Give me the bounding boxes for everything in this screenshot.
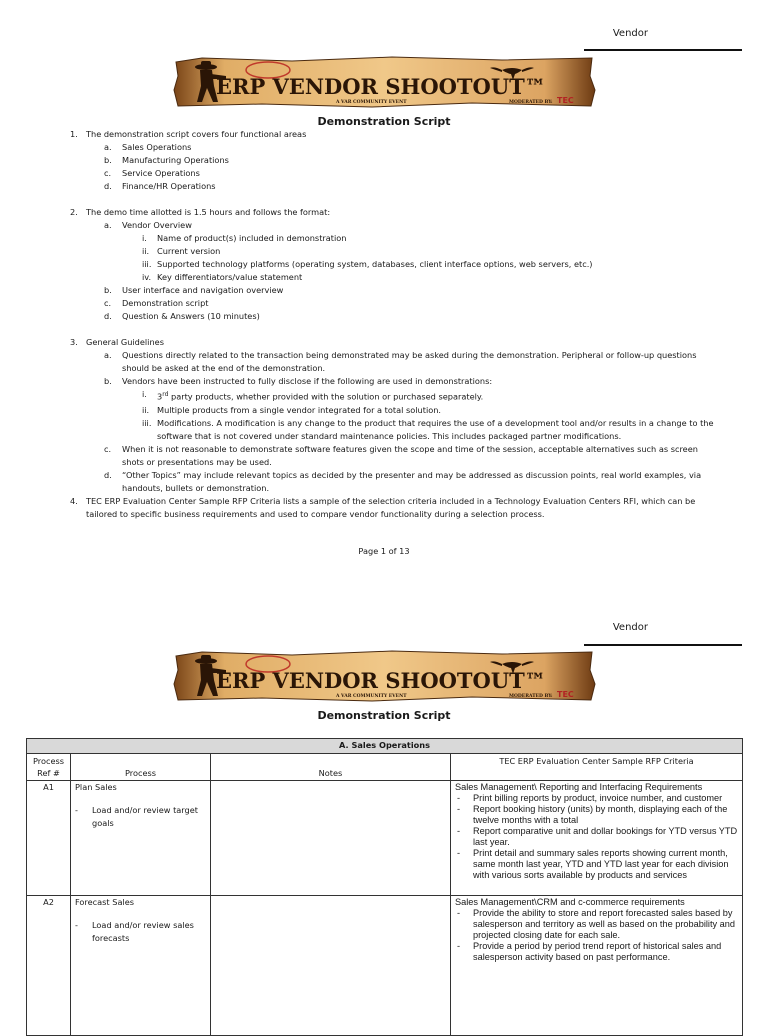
criteria-item: - Report comparative unit and dollar bookings for YTD versus YTD last year. — [455, 826, 738, 848]
outline-item: Service Operations — [122, 168, 200, 178]
outline-item: 3rd party products, whether provided with the solution or purchased separately. — [157, 391, 484, 402]
item-number: d. — [104, 311, 112, 321]
process-cell — [71, 781, 211, 896]
page-title: Demonstration Script — [317, 115, 451, 128]
item-number: a. — [104, 142, 112, 152]
vendor-label: Vendor — [612, 28, 648, 39]
criteria-item: - Print billing reports by product, invoice number, and customer — [455, 793, 738, 804]
document-page-2 — [0, 600, 768, 1024]
vendor-label: Vendor — [612, 622, 648, 633]
item-number: 4. — [70, 495, 78, 506]
demo-outline — [70, 128, 720, 521]
tec-logo-icon — [557, 96, 574, 105]
outline-item: Supported technology platforms (operating system, databases, client interface options, web servers, etc.) — [157, 259, 593, 269]
notes-cell[interactable] — [211, 781, 451, 896]
tec-logo-icon — [557, 690, 574, 699]
item-number: d. — [104, 181, 112, 191]
item-number: b. — [104, 285, 112, 295]
column-header-process: Process — [71, 754, 211, 781]
table-row — [27, 781, 743, 896]
banner-moderated-label: MODERATED BY: — [509, 100, 553, 105]
criteria-title: Sales Management\CRM and c-commerce requirements — [455, 897, 685, 907]
criteria-item: - Provide the ability to store and report forecasted sales based by salesperson and territory as well as based on the probability and projected closing date for each sale. — [455, 908, 738, 941]
outline-item: Question & Answers (10 minutes) — [122, 311, 260, 321]
column-header-ref: Process Ref # — [27, 754, 71, 781]
outline-item: Current version — [157, 246, 221, 256]
outline-item: Sales Operations — [122, 142, 192, 152]
item-number: i. — [142, 389, 147, 399]
process-name: Plan Sales — [75, 782, 117, 792]
erp-vendor-shootout-banner — [172, 56, 596, 108]
banner-subtitle: A VAR COMMUNITY EVENT — [336, 694, 407, 699]
item-number: c. — [104, 298, 112, 308]
outline-item: User interface and navigation overview — [122, 285, 284, 295]
notes-cell[interactable] — [211, 896, 451, 1036]
vendor-signature-line — [584, 644, 742, 646]
item-number: a. — [104, 350, 112, 360]
process-subtask: - Load and/or review target goals — [75, 804, 206, 830]
outline-item: When it is not reasonable to demonstrate software features given the scope and time of the session, acceptable alternatives such as screen shots or presentations may be used. — [122, 443, 698, 467]
page-title: Demonstration Script — [317, 709, 451, 722]
process-name: Forecast Sales — [75, 897, 135, 907]
column-header-criteria: TEC ERP Evaluation Center Sample RFP Criteria — [451, 754, 743, 781]
item-number: i. — [142, 233, 147, 243]
item-number: iv. — [142, 272, 152, 282]
tec-logo-text: TEC — [557, 96, 574, 105]
vendor-signature-line — [584, 49, 742, 51]
item-number: b. — [104, 376, 112, 386]
outline-item: Vendors have been instructed to fully disclose if the following are used in demonstrations: — [122, 376, 493, 386]
outline-item: Multiple products from a single vendor integrated for a total solution. — [157, 404, 442, 415]
erp-vendor-shootout-banner — [172, 650, 596, 702]
criteria-item: - Print detail and summary sales reports showing current month, same month last year, YTD and YTD last year for each division with various sorts available by products and services — [455, 848, 738, 881]
sales-operations-table — [26, 738, 743, 1036]
outline-item: General Guidelines — [86, 337, 164, 347]
outline-item: Name of product(s) included in demonstration — [157, 233, 347, 243]
item-number: 2. — [70, 207, 78, 217]
outline-item: Modifications. A modification is any change to the product that requires the use of a development tool and/or results in a change to the software that is not covered under standard maintenance policies. This includes packaged partner modifications. — [157, 417, 714, 441]
item-number: c. — [104, 168, 112, 178]
ref-cell: A1 — [27, 781, 71, 896]
tec-logo-text: TEC — [557, 690, 574, 699]
outline-item: Finance/HR Operations — [122, 181, 216, 191]
item-number: ii. — [142, 404, 150, 415]
item-number: d. — [104, 469, 112, 480]
item-number: iii. — [142, 259, 152, 269]
item-number: iii. — [142, 417, 152, 428]
item-number: 3. — [70, 337, 78, 347]
outline-item: Questions directly related to the transaction being demonstrated may be asked during the demonstration. Peripheral or follow-up questions should be asked at the end of the demonstration. — [122, 350, 697, 373]
ref-cell: A2 — [27, 896, 71, 1036]
outline-item: Demonstration script — [122, 298, 209, 308]
item-number: a. — [104, 220, 112, 230]
section-header: A. Sales Operations — [27, 739, 743, 754]
item-number: 1. — [70, 129, 78, 139]
outline-item: Manufacturing Operations — [122, 155, 229, 165]
outline-item: TEC ERP Evaluation Center Sample RFP Criteria lists a sample of the selection criteria included in a Technology Evaluation Centers RFI, which can be tailored to specific business requirements and used to compare vendor functionality during a selection process. — [86, 495, 696, 519]
table-row — [27, 896, 743, 1036]
outline-item: The demo time allotted is 1.5 hours and follows the format: — [86, 207, 331, 217]
criteria-cell — [451, 896, 743, 1036]
criteria-item: - Report booking history (units) by month, displaying each of the twelve months with a total — [455, 804, 738, 826]
column-header-notes: Notes — [211, 754, 451, 781]
criteria-cell — [451, 781, 743, 896]
banner-subtitle: A VAR COMMUNITY EVENT — [336, 100, 407, 105]
process-cell — [71, 896, 211, 1036]
criteria-item: - Provide a period by period trend report of historical sales and salesperson activity based on past performance. — [455, 941, 738, 963]
banner-moderated-label: MODERATED BY: — [509, 694, 553, 699]
banner-title: ERP VENDOR SHOOTOUT™ — [216, 668, 546, 693]
outline-item: “Other Topics” may include relevant topics as decided by the presenter and may be addressed as discussion points, real world examples, via handouts, bullets or demonstration. — [122, 469, 702, 493]
outline-item: Vendor Overview — [122, 220, 192, 230]
process-subtask: - Load and/or review sales forecasts — [75, 919, 206, 945]
item-number: b. — [104, 155, 112, 165]
outline-item: Key differentiators/value statement — [157, 272, 303, 282]
item-number: c. — [104, 443, 112, 454]
criteria-title: Sales Management\ Reporting and Interfacing Requirements — [455, 782, 703, 792]
item-number: ii. — [142, 246, 150, 256]
outline-item: The demonstration script covers four functional areas — [86, 129, 307, 139]
page-number: Page 1 of 13 — [358, 546, 410, 556]
banner-title: ERP VENDOR SHOOTOUT™ — [216, 74, 546, 99]
